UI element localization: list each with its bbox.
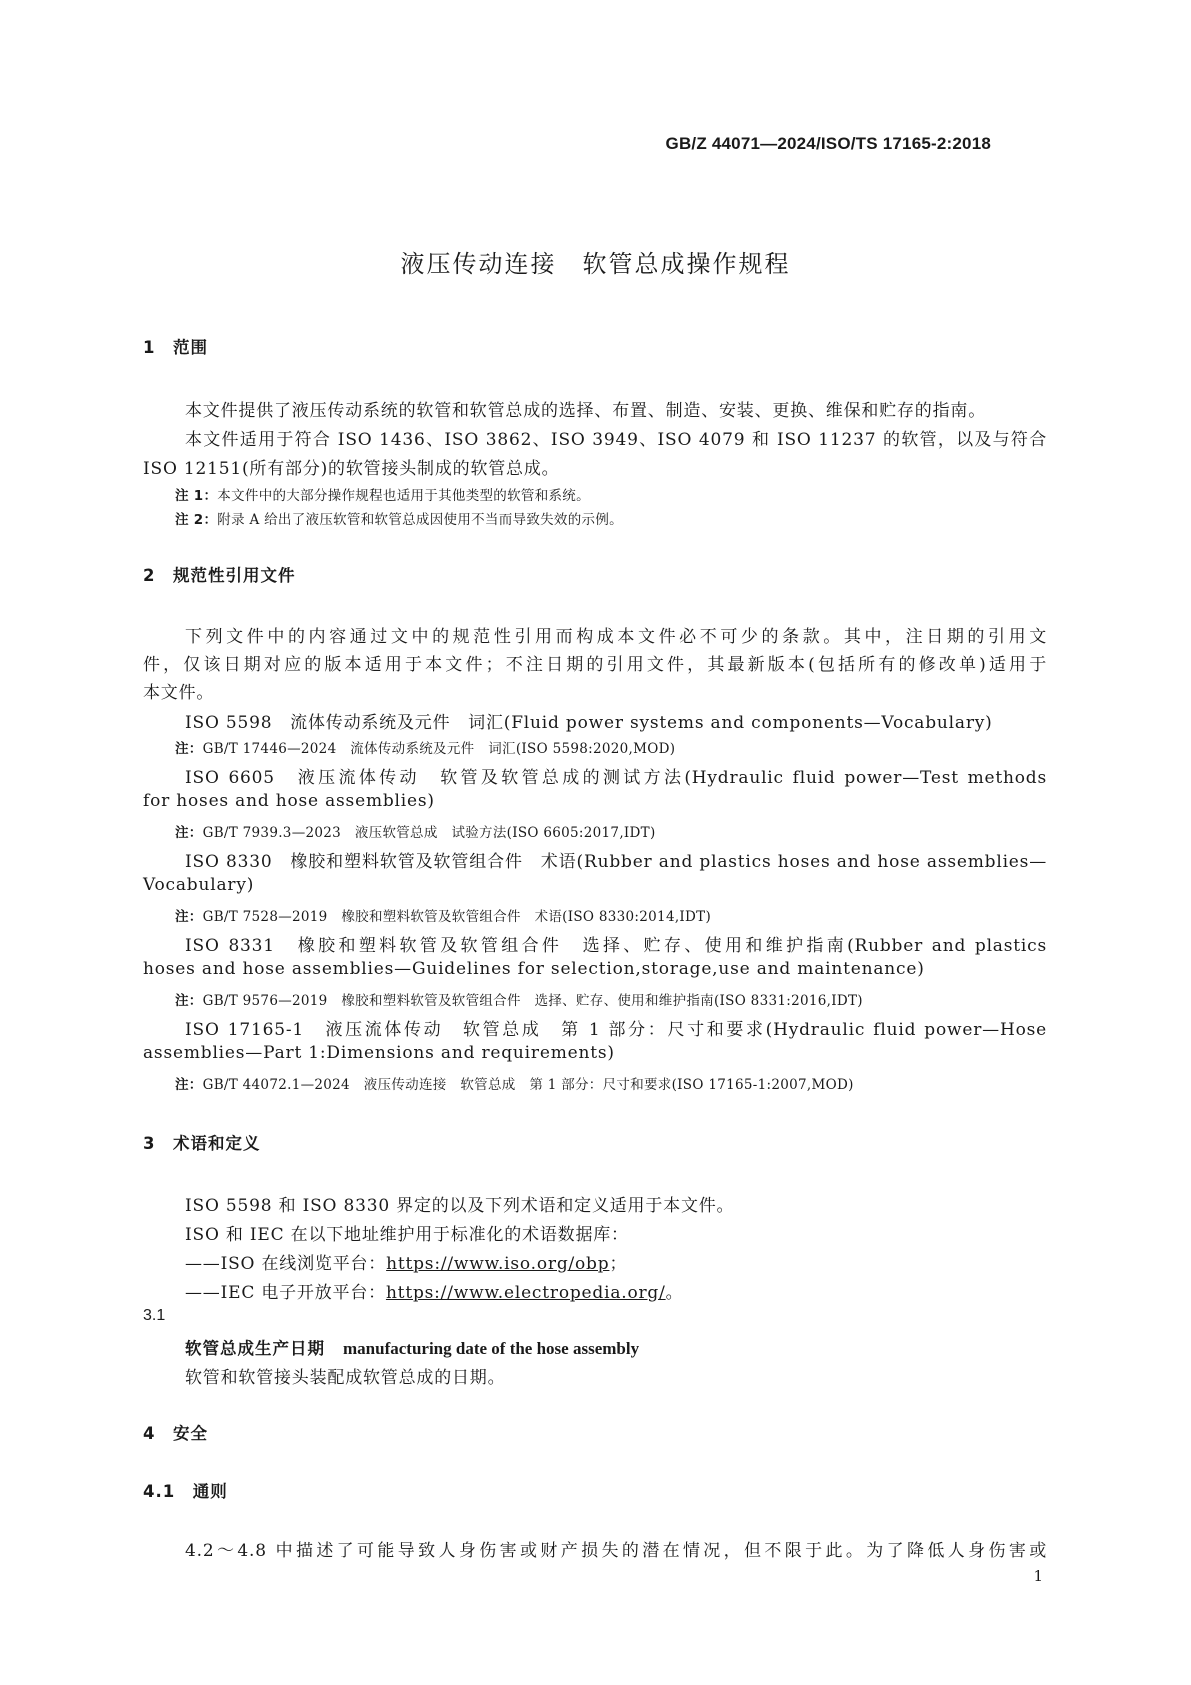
note-text: GB/T 17446—2024 流体传动系统及元件 词汇(ISO 5598:2020,MOD) (202, 741, 676, 757)
note-text: GB/T 7528—2019 橡胶和塑料软管及软管组合件 术语(ISO 8330:2014,IDT) (202, 909, 712, 925)
sec1-note-1 (175, 484, 590, 504)
list-item-punct: ； (609, 1254, 628, 1274)
section-4-1-heading: 4.1 通则 (143, 1482, 228, 1501)
sec3-paragraph-2: ISO 和 IEC 在以下地址维护用于标准化的术语数据库： (185, 1225, 629, 1245)
electropedia-link[interactable]: https://www.electropedia.org/ (385, 1283, 666, 1303)
section-4-heading: 4 安全 (143, 1424, 208, 1443)
note-text: GB/T 44072.1—2024 液压传动连接 软管总成 第 1 部分：尺寸和要求(ISO 17165-1:2007,MOD) (202, 1077, 854, 1093)
note-text: 本文件中的大部分操作规程也适用于其他类型的软管和系统。 (217, 488, 590, 504)
section-3-heading: 3 术语和定义 (143, 1134, 261, 1153)
note-label: 注： (175, 741, 203, 757)
list-item-label: ——IEC 电子开放平台： (185, 1283, 386, 1303)
note-text: GB/T 9576—2019 橡胶和塑料软管及软管组合件 选择、贮存、使用和维护指南(ISO 8331:2016,IDT) (202, 993, 863, 1009)
reference-iso-17165-1-line-2: assemblies—Part 1:Dimensions and requirements) (143, 1043, 615, 1063)
reference-iso-8330-line-1: ISO 8330 橡胶和塑料软管及软管组合件 术语(Rubber and plastics hoses and hose assemblies— (185, 852, 1047, 872)
sec4-1-paragraph: 4.2～4.8 中描述了可能导致人身伤害或财产损失的潜在情况，但不限于此。为了降低人身伤害或 (185, 1541, 1047, 1561)
reference-iso-6605-line-1: ISO 6605 液压流体传动 软管及软管总成的测试方法(Hydraulic fluid power—Test methods (185, 768, 1047, 788)
standard-code: GB/Z 44071—2024/ISO/TS 17165-2:2018 (665, 134, 991, 153)
reference-iso-6605-line-2: for hoses and hose assemblies) (143, 791, 435, 811)
iso-obp-link[interactable]: https://www.iso.org/obp (386, 1254, 610, 1274)
note-label: 注： (175, 909, 203, 925)
term-english: manufacturing date of the hose assembly (343, 1339, 640, 1358)
list-item-punct: 。 (665, 1283, 684, 1303)
term-number: 3.1 (143, 1307, 166, 1324)
sec1-paragraph-2-line-2: ISO 12151(所有部分)的软管接头制成的软管总成。 (143, 459, 560, 479)
list-item-label: ——ISO 在线浏览平台： (185, 1254, 387, 1274)
sec1-paragraph-1: 本文件提供了液压传动系统的软管和软管总成的选择、布置、制造、安装、更换、维保和贮存的指南。 (185, 401, 986, 421)
term-definition: 软管和软管接头装配成软管总成的日期。 (185, 1368, 506, 1388)
reference-note (175, 905, 711, 925)
reference-iso-5598: ISO 5598 流体传动系统及元件 词汇(Fluid power systems and components—Vocabulary) (185, 713, 993, 733)
sec2-intro-line-1: 下列文件中的内容通过文中的规范性引用而构成本文件必不可少的条款。其中，注日期的引用文 (185, 627, 1047, 647)
reference-note (175, 821, 656, 841)
term-chinese: 软管总成生产日期 (185, 1339, 325, 1358)
document-title: 液压传动连接 软管总成操作规程 (400, 250, 791, 278)
section-1-heading: 1 范围 (143, 338, 208, 357)
reference-iso-8331-line-1: ISO 8331 橡胶和塑料软管及软管组合件 选择、贮存、使用和维护指南(Rubber and plastics (185, 936, 1047, 956)
note-text: 附录 A 给出了液压软管和软管总成因使用不当而导致失效的示例。 (217, 512, 623, 528)
reference-iso-8330-line-2: Vocabulary) (143, 875, 255, 895)
sec1-paragraph-2-line-1: 本文件适用于符合 ISO 1436、ISO 3862、ISO 3949、ISO 4079 和 ISO 11237 的软管，以及与符合 (185, 430, 1047, 450)
list-item-iso-obp (185, 1249, 627, 1274)
note-label: 注： (175, 825, 203, 841)
reference-note (175, 1073, 854, 1093)
reference-note (175, 737, 675, 757)
note-label: 注 2： (175, 512, 218, 528)
list-item-electropedia (185, 1278, 683, 1303)
note-label: 注： (175, 993, 203, 1009)
sec2-intro-line-3: 本文件。 (143, 683, 215, 703)
sec3-paragraph-1: ISO 5598 和 ISO 8330 界定的以及下列术语和定义适用于本文件。 (185, 1196, 735, 1216)
note-text: GB/T 7939.3—2023 液压软管总成 试验方法(ISO 6605:2017,IDT) (202, 825, 656, 841)
reference-iso-8331-line-2: hoses and hose assemblies—Guidelines for selection,storage,use and maintenance) (143, 959, 925, 979)
section-2-heading: 2 规范性引用文件 (143, 566, 296, 585)
reference-iso-17165-1-line-1: ISO 17165-1 液压流体传动 软管总成 第 1 部分：尺寸和要求(Hydraulic fluid power—Hose (185, 1020, 1047, 1040)
term-entry (185, 1335, 639, 1359)
sec2-intro-line-2: 件，仅该日期对应的版本适用于本文件；不注日期的引用文件，其最新版本(包括所有的修改单)适用于 (143, 655, 1047, 675)
note-label: 注 1： (175, 488, 218, 504)
note-label: 注： (175, 1077, 203, 1093)
sec1-note-2 (175, 508, 623, 528)
reference-note (175, 989, 863, 1009)
page-number: 1 (1033, 1567, 1043, 1585)
